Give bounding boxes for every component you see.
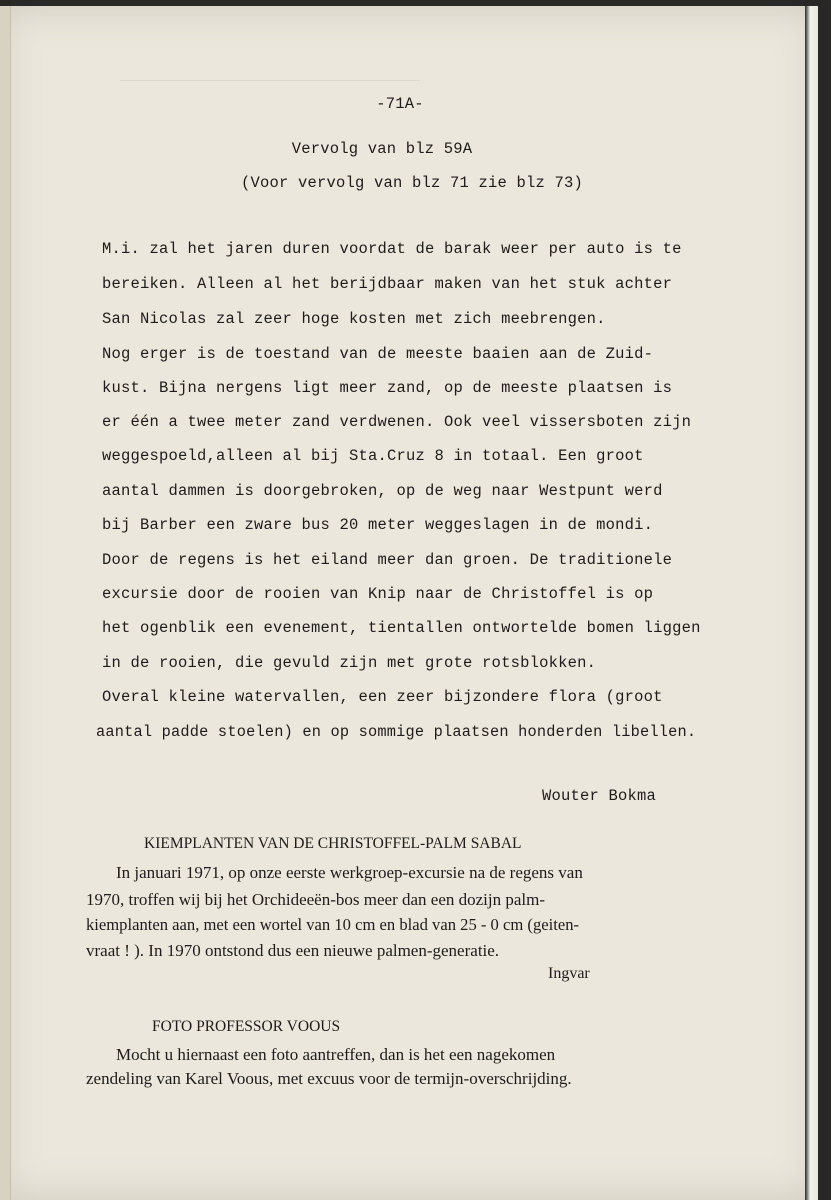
page-number: -71A- xyxy=(376,95,424,113)
body-line: kust. Bijna nergens ligt meer zand, op de meeste plaatsen is xyxy=(102,379,673,397)
body-line: Door de regens is het eiland meer dan groen. De traditionele xyxy=(102,551,673,569)
heading: Vervolg van blz 59A xyxy=(291,140,473,158)
body-line: M.i. zal het jaren duren voordat de barak weer per auto is te xyxy=(102,240,682,258)
body-line: aantal padde stoelen) en op sommige plaatsen honderden libellen. xyxy=(96,723,697,741)
author-signature: Wouter Bokma xyxy=(542,787,657,805)
body-line: zendeling van Karel Voous, met excuus voor de termijn-overschrijding. xyxy=(86,1069,572,1088)
binding-strip xyxy=(0,6,11,1200)
body-line: kiemplanten aan, met een wortel van 10 cm en blad van 25 - 0 cm (geiten- xyxy=(86,915,580,934)
article-title: FOTO PROFESSOR VOOUS xyxy=(152,1018,341,1035)
body-line: weggespoeld,alleen al bij Sta.Cruz 8 in totaal. Een groot xyxy=(102,447,644,465)
body-line: aantal dammen is doorgebroken, op de weg naar Westpunt werd xyxy=(102,482,663,500)
body-line: excursie door de rooien van Knip naar de Christoffel is op xyxy=(102,585,654,603)
body-line: vraat ! ). In 1970 ontstond dus een nieuwe palmen-generatie. xyxy=(86,941,500,960)
body-line: er één a twee meter zand verdwenen. Ook veel vissersboten zijn xyxy=(102,413,692,431)
subheading: (Voor vervolg van blz 71 zie blz 73) xyxy=(240,174,584,192)
body-line: In januari 1971, op onze eerste werkgroep-excursie na de regens van xyxy=(116,863,583,882)
body-line: San Nicolas zal zeer hoge kosten met zich meebrengen. xyxy=(102,310,606,328)
body-line: bereiken. Alleen al het berijdbaar maken van het stuk achter xyxy=(102,275,673,293)
body-line: Nog erger is de toestand van de meeste baaien aan de Zuid- xyxy=(102,345,654,363)
body-line: het ogenblik een evenement, tientallen ontwortelde bomen liggen xyxy=(102,619,701,637)
page-edge xyxy=(805,6,818,1200)
article-title: KIEMPLANTEN VAN DE CHRISTOFFEL-PALM SABAL xyxy=(144,835,522,852)
body-line: Mocht u hiernaast een foto aantreffen, dan is het een nagekomen xyxy=(116,1045,556,1064)
bleed-through-mark xyxy=(120,70,420,81)
author-signature: Ingvar xyxy=(548,965,590,982)
body-line: 1970, troffen wij bij het Orchideeën-bos meer dan een dozijn palm- xyxy=(86,890,546,909)
body-line: bij Barber een zware bus 20 meter weggeslagen in de mondi. xyxy=(102,516,654,534)
document-page xyxy=(0,6,818,1200)
body-line: in de rooien, die gevuld zijn met grote rotsblokken. xyxy=(102,654,597,672)
body-line: Overal kleine watervallen, een zeer bijzondere flora (groot xyxy=(102,688,663,706)
